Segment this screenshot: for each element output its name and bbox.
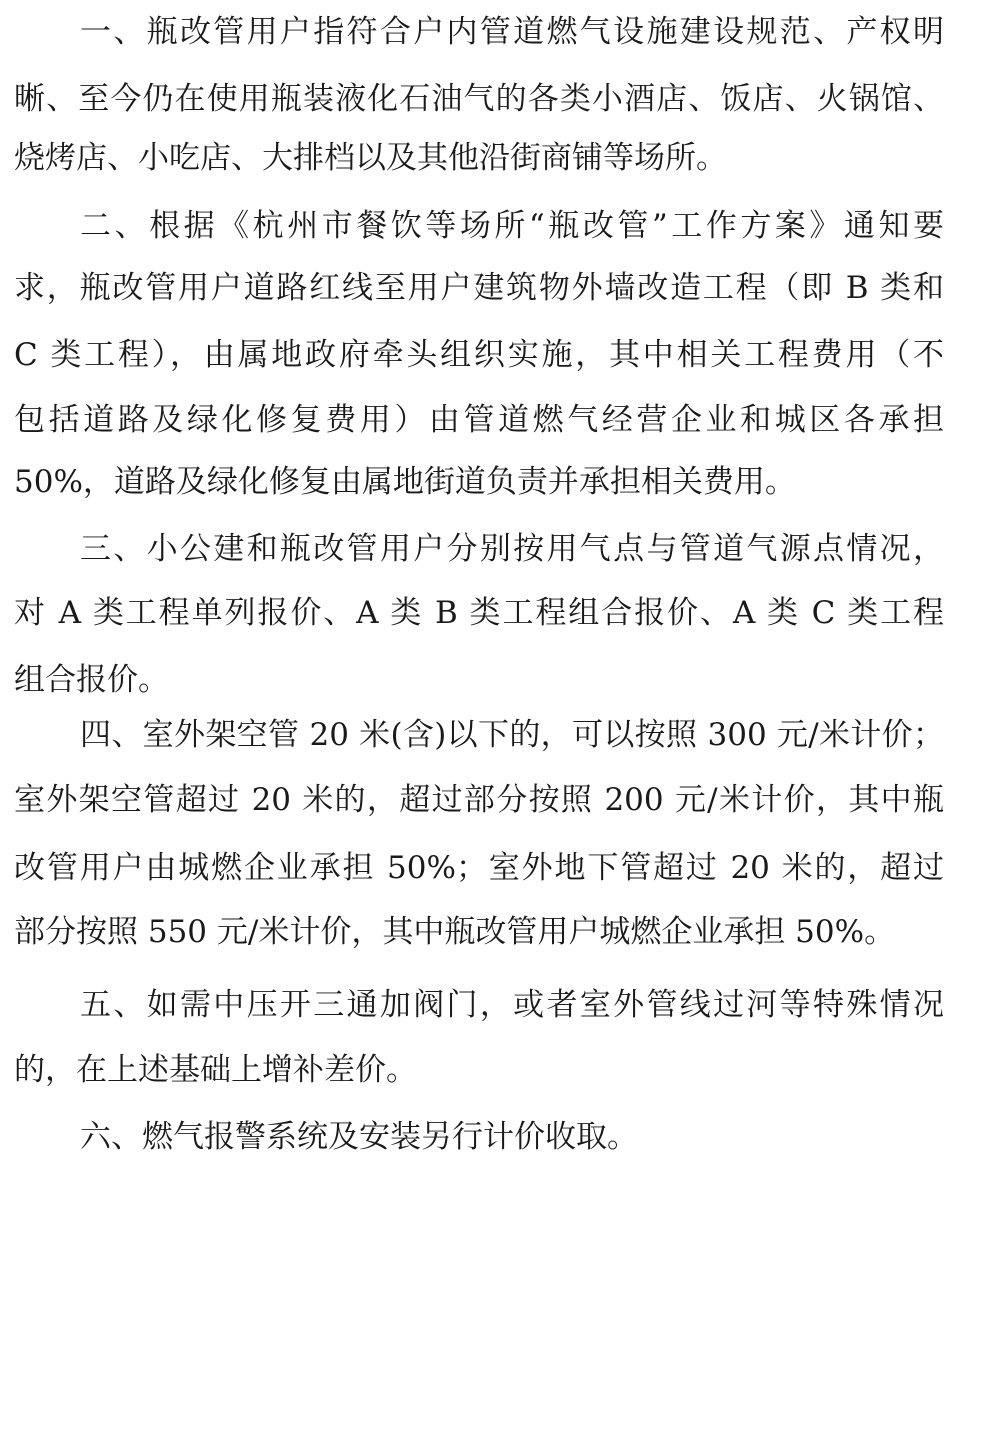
paragraph-line: 对 A 类工程单列报价、A 类 B 类工程组合报价、A 类 C 类工程 <box>14 595 944 631</box>
paragraph-line: 求，瓶改管用户道路红线至用户建筑物外墙改造工程（即 B 类和 <box>14 270 944 306</box>
paragraph-line: 部分按照 550 元/米计价，其中瓶改管用户城燃企业承担 50%。 <box>14 914 896 950</box>
paragraph-line: 的，在上述基础上增补差价。 <box>14 1052 417 1088</box>
paragraph-line: 组合报价。 <box>14 662 169 698</box>
paragraph-line: 二、根据《杭州市餐饮等场所“瓶改管”工作方案》通知要 <box>80 208 944 244</box>
paragraph-line: 改管用户由城燃企业承担 50%；室外地下管超过 20 米的，超过 <box>14 850 944 886</box>
paragraph-line: 一、瓶改管用户指符合户内管道燃气设施建设规范、产权明 <box>80 14 944 50</box>
paragraph-line: 室外架空管超过 20 米的，超过部分按照 200 元/米计价，其中瓶 <box>14 782 944 818</box>
paragraph-line: 四、室外架空管 20 米(含)以下的，可以按照 300 元/米计价； <box>80 717 944 753</box>
paragraph-line: 六、燃气报警系统及安装另行计价收取。 <box>80 1119 638 1155</box>
paragraph-line: 三、小公建和瓶改管用户分别按用气点与管道气源点情况， <box>80 531 944 567</box>
paragraph-line: 晰、至今仍在使用瓶装液化石油气的各类小酒店、饭店、火锅馆、 <box>14 81 944 117</box>
paragraph-line: 50%，道路及绿化修复由属地街道负责并承担相关费用。 <box>14 464 796 500</box>
paragraph-line: 五、如需中压开三通加阀门，或者室外管线过河等特殊情况 <box>80 987 944 1023</box>
paragraph-line: C 类工程），由属地政府牵头组织实施，其中相关工程费用（不 <box>14 337 944 373</box>
paragraph-line: 包括道路及绿化修复费用）由管道燃气经营企业和城区各承担 <box>14 402 944 438</box>
paragraph-line: 烧烤店、小吃店、大排档以及其他沿街商铺等场所。 <box>14 140 727 176</box>
